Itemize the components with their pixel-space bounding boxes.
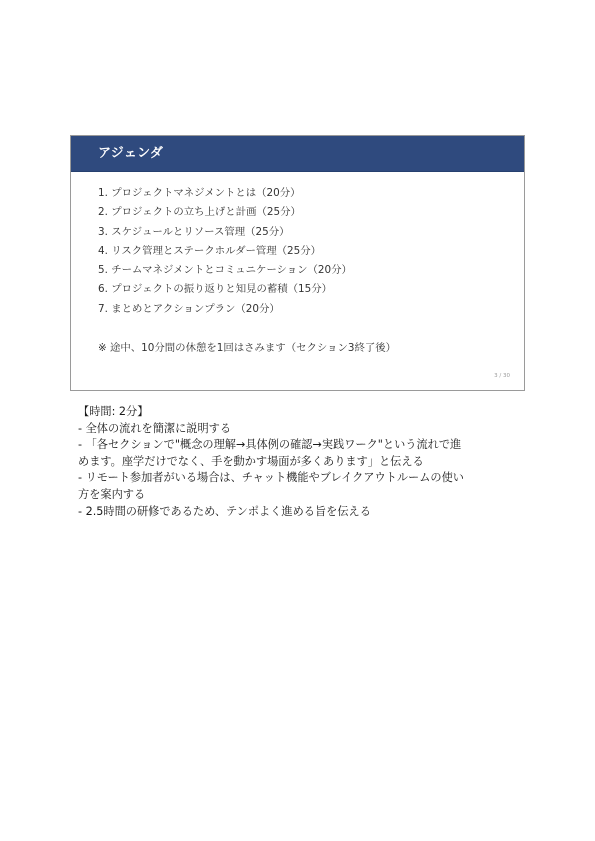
notes-time: 【時間: 2分】 <box>78 405 149 418</box>
agenda-item-6: 6. プロジェクトの振り返りと知見の蓄積（15分） <box>98 283 333 296</box>
agenda-item-5: 5. チームマネジメントとコミュニケーション（20分） <box>98 264 352 277</box>
notes-line-3: めます。座学だけでなく、手を動かす場面が多くあります」と伝える <box>78 454 424 468</box>
agenda-item-7: 7. まとめとアクションプラン（20分） <box>98 302 280 315</box>
notes-line-6: - 2.5時間の研修であるため、テンポよく進める旨を伝える <box>78 504 371 518</box>
slide-break-note: ※ 途中、10分間の休憩を1回はさみます（セクション3終了後） <box>98 342 397 354</box>
slide-title: アジェンダ <box>98 146 164 161</box>
agenda-item-2: 2. プロジェクトの立ち上げと計画（25分） <box>98 206 301 219</box>
notes-line-5: 方を案内する <box>78 487 146 501</box>
agenda-item-1: 1. プロジェクトマネジメントとは（20分） <box>98 187 301 199</box>
speaker-notes <box>78 404 520 520</box>
notes-line-4: - リモート参加者がいる場合は、チャット機能やブレイクアウトルームの使い <box>78 471 464 485</box>
slide-header-bar <box>71 136 524 172</box>
agenda-item-3: 3. スケジュールとリソース管理（25分） <box>98 225 290 238</box>
slide <box>70 135 525 391</box>
notes-line-1: - 全体の流れを簡潔に説明する <box>78 421 232 435</box>
notes-line-2: - 「各セクションで"概念の理解→具体例の確認→実践ワーク"という流れで進 <box>78 438 462 452</box>
agenda-item-4: 4. リスク管理とステークホルダー管理（25分） <box>98 244 322 257</box>
slide-page-number: 3 / 30 <box>494 373 510 379</box>
agenda-list <box>98 184 352 319</box>
